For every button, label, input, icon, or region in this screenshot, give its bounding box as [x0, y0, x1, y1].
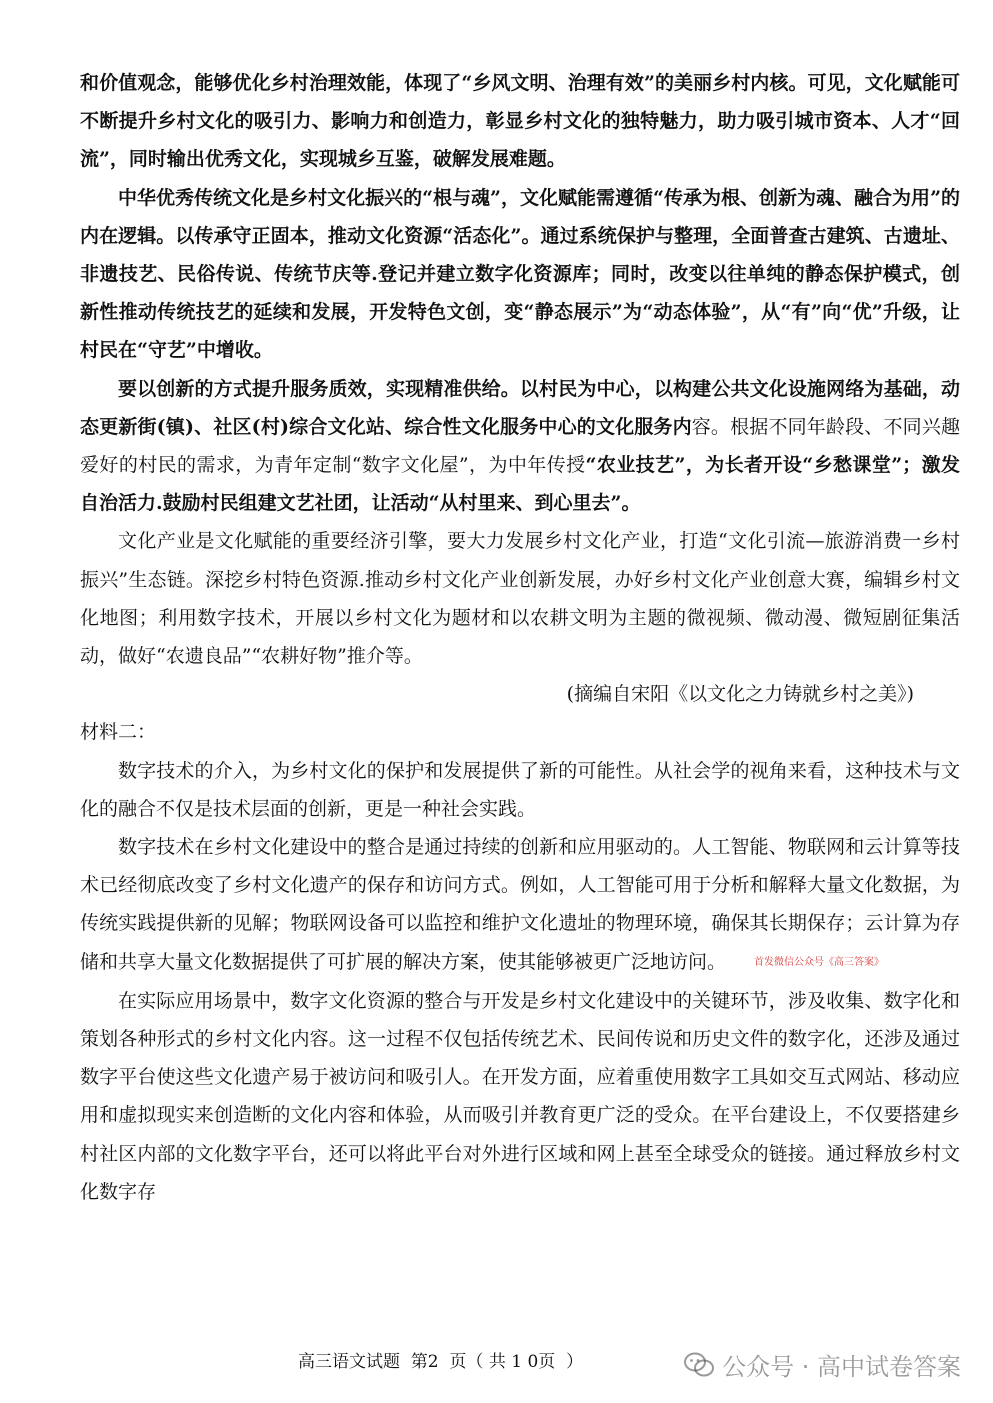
paragraph-bold-segment: 要以创新的方式提升服务质效，实现精准供给。以村民为中心，以构建公共文化设施网络为基础，动态更新街(镇)、社区(村)综合文化站、综合性文化服务中心的文化服务内 — [80, 377, 960, 438]
page-number-label: 高三语文试题 第2 页（ 共 1 0页 ） — [298, 1352, 584, 1372]
paragraph-normal-segment: 容。根据不同年龄段、不同兴趣爱好的村民的需求，为青年定制“数字文化屋”，为中年传授 — [80, 415, 960, 477]
section-title: 材料二： — [80, 721, 157, 744]
page-footer — [0, 1345, 993, 1385]
watermark-text: 首发微信公众号《高三答案》 — [754, 956, 885, 968]
wechat-watermark — [684, 1347, 961, 1382]
paragraph-with-watermark — [80, 828, 960, 982]
paragraph: 和价值观念，能够优化乡村治理效能，体现了“乡风文明、治理有效”的美丽乡村内核。可见，文化赋能可不断提升乡村文化的吸引力、影响力和创造力，彰显乡村文化的独特魅力，助力吸引城市资本、人才“回流”，同时输出优秀文化，实现城乡互鉴，破解发展难题。 — [80, 72, 960, 171]
paragraph: 文化产业是文化赋能的重要经济引擎，要大力发展乡村文化产业，打造“文化引流—旅游消费一乡村振兴”生态链。深挖乡村特色资源.推动乡村文化产业创新发展，办好乡村文化产业创意大赛，编辑乡村文化地图；利用数字技术，开展以乡村文化为题材和以农耕文明为主题的微视频、微动漫、微短剧征集活动，做好“农遗良品”“农耕好物”推介等。 — [80, 530, 960, 668]
paragraph-bold-segment: “农业技艺”，为长者开设“乡愁课堂”；激发自治活力.鼓励村民组建文艺社团，让活动“从村里来、到心里去”。 — [80, 454, 960, 515]
source-citation: (摘编自宋阳《以文化之力铸就乡村之美》) — [566, 683, 914, 706]
paragraph-mixed — [80, 370, 960, 523]
document-body — [80, 64, 960, 1211]
paragraph: 数字技术的介入，为乡村文化的保护和发展提供了新的可能性。从社会学的视角来看，这种技术与文化的融合不仅是技术层面的创新，更是一种社会实践。 — [80, 759, 960, 820]
wechat-icon — [684, 1352, 714, 1378]
paragraph: 中华优秀传统文化是乡村文化振兴的“根与魂”，文化赋能需遵循“传承为根、创新为魂、融合为用”的内在逻辑。以传承守正固本，推动文化资源“活态化”。通过系统保护与整理，全面普查古建筑、古遗址、非遗技艺、民俗传说、传统节庆等.登记并建立数字化资源库；同时，改变以往单纯的静态保护模式，创新性推动传统技艺的延续和发展，开发特色文创，变“静态展示”为“动态体验”，从“有”向“优”升级，让村民在“守艺”中增收。 — [80, 186, 960, 362]
wechat-label: 公众号 · 高中试卷答案 — [722, 1353, 961, 1381]
paragraph: 在实际应用场景中，数字文化资源的整合与开发是乡村文化建设中的关键环节，涉及收集、数字化和策划各种形式的乡村文化内容。这一过程不仅包括传统艺术、民间传说和历史文件的数字化，还涉及通过数字平台使这些文化遗产易于被访问和吸引人。在开发方面，应着重使用数字工具如交互式网站、移动应用和虚拟现实来创造断的文化内容和体验，从而吸引并教育更广泛的受众。在平台建设上，不仅要搭建乡村社区内部的文化数字平台，还可以将此平台对外进行区域和网上甚至全球受众的链接。通过释放乡村文化数字存 — [80, 989, 960, 1203]
paragraph-text: 数字技术在乡村文化建设中的整合是通过持续的创新和应用驱动的。人工智能、物联网和云计算等技术已经彻底改变了乡村文化遗产的保存和访问方式。例如，人工智能可用于分析和解释大量文化数据，为传统实践提供新的见解；物联网设备可以监控和维护文化遗址的物理环境，确保其长期保存；云计算为存储和共享大量文化数据提供了可扩展的解决方案，使其能够被更广泛地访问。 — [80, 836, 960, 973]
